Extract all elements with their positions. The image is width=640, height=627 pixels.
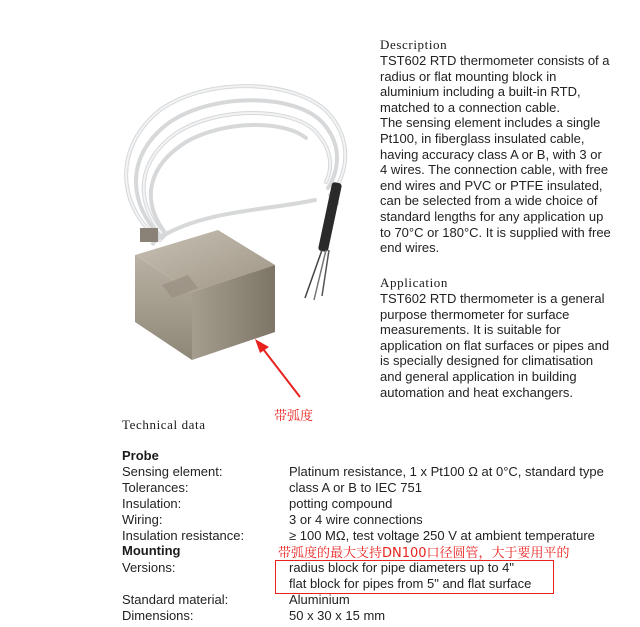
spec-row-insulation <box>122 496 622 512</box>
spec-row-sensing-element <box>122 464 622 480</box>
description-line: aluminium including a built-in RTD, <box>380 84 581 100</box>
description-line: having accuracy class A or B, with 3 or <box>380 146 602 162</box>
description-line: 4 wires. The connection cable, with free <box>380 162 609 178</box>
description-line: to 70°C or 180°C. It is supplied with free <box>380 224 611 240</box>
spec-row-wiring <box>122 512 622 528</box>
technical-data-title: Technical data <box>122 417 206 432</box>
application-line: application on flat surfaces or pipes and <box>380 337 610 353</box>
mounting-title: Mounting <box>122 543 181 558</box>
application-line: TST602 RTD thermometer is a general <box>380 291 605 306</box>
application-heading: Application <box>380 275 448 290</box>
description-line: radius or flat mounting block in <box>380 68 557 84</box>
application-line: and general application in building <box>380 368 577 384</box>
spec-label: Dimensions: <box>122 608 194 623</box>
application-text <box>380 291 609 400</box>
description-line: Pt100, in fiberglass insulated cable, <box>380 130 585 146</box>
spec-label: Sensing element: <box>122 464 223 479</box>
spec-value: Aluminium <box>289 592 350 607</box>
spec-value: class A or B to IEC 751 <box>289 480 422 495</box>
spec-value: 3 or 4 wire connections <box>289 512 423 527</box>
application-line: measurements. It is suitable for <box>380 322 561 338</box>
photo-annotation: 带弧度 <box>274 409 314 424</box>
free-end-wires <box>305 250 329 300</box>
description-line: matched to a connection cable. <box>380 99 560 115</box>
description-line: TST602 RTD thermometer consists of a <box>380 53 610 68</box>
description-heading: Description <box>380 37 448 52</box>
version-radius-block: radius block for pipe diameters up to 4" <box>289 560 515 575</box>
spec-value: 50 x 30 x 15 mm <box>289 608 386 623</box>
cable-coil <box>126 86 345 240</box>
spec-label: Insulation: <box>122 496 182 511</box>
probe-title: Probe <box>122 448 159 463</box>
spec-row-tolerances <box>122 480 622 496</box>
spec-row-dimensions <box>122 608 622 624</box>
description-text <box>380 53 611 256</box>
spec-row-standard-material <box>122 592 622 608</box>
spec-value: ≥ 100 MΩ, test voltage 250 V at ambient temperature <box>289 528 595 543</box>
application-line: is specially designed for climatisation <box>380 353 594 369</box>
spec-value: Platinum resistance, 1 x Pt100 Ω at 0°C, standard type <box>289 464 604 479</box>
description-line: can be selected from a wide choice of <box>380 193 598 209</box>
description-line: end wires. <box>380 240 440 256</box>
annotation-arrow <box>250 335 320 405</box>
spec-label: Wiring: <box>122 512 163 527</box>
description-line: standard lengths for any application up <box>380 208 604 224</box>
spec-label: Insulation resistance: <box>122 528 245 543</box>
product-photo <box>100 60 360 380</box>
description-line: The sensing element includes a single <box>380 115 601 131</box>
spec-label: Tolerances: <box>122 480 189 495</box>
application-line: purpose thermometer for surface <box>380 306 570 322</box>
mounting-annotation: 带弧度的最大支持DN100口径圆管，大于要用平的 <box>278 546 570 561</box>
application-line: automation and heat exchangers. <box>380 384 573 400</box>
spec-value: potting compound <box>289 496 393 511</box>
description-line: end wires and PVC or PTFE insulated, <box>380 177 603 193</box>
spec-label: Versions: <box>122 560 176 575</box>
spec-label: Standard material: <box>122 592 229 607</box>
cable-gland <box>140 228 158 242</box>
version-flat-block: flat block for pipes from 5" and flat surface <box>289 576 532 591</box>
